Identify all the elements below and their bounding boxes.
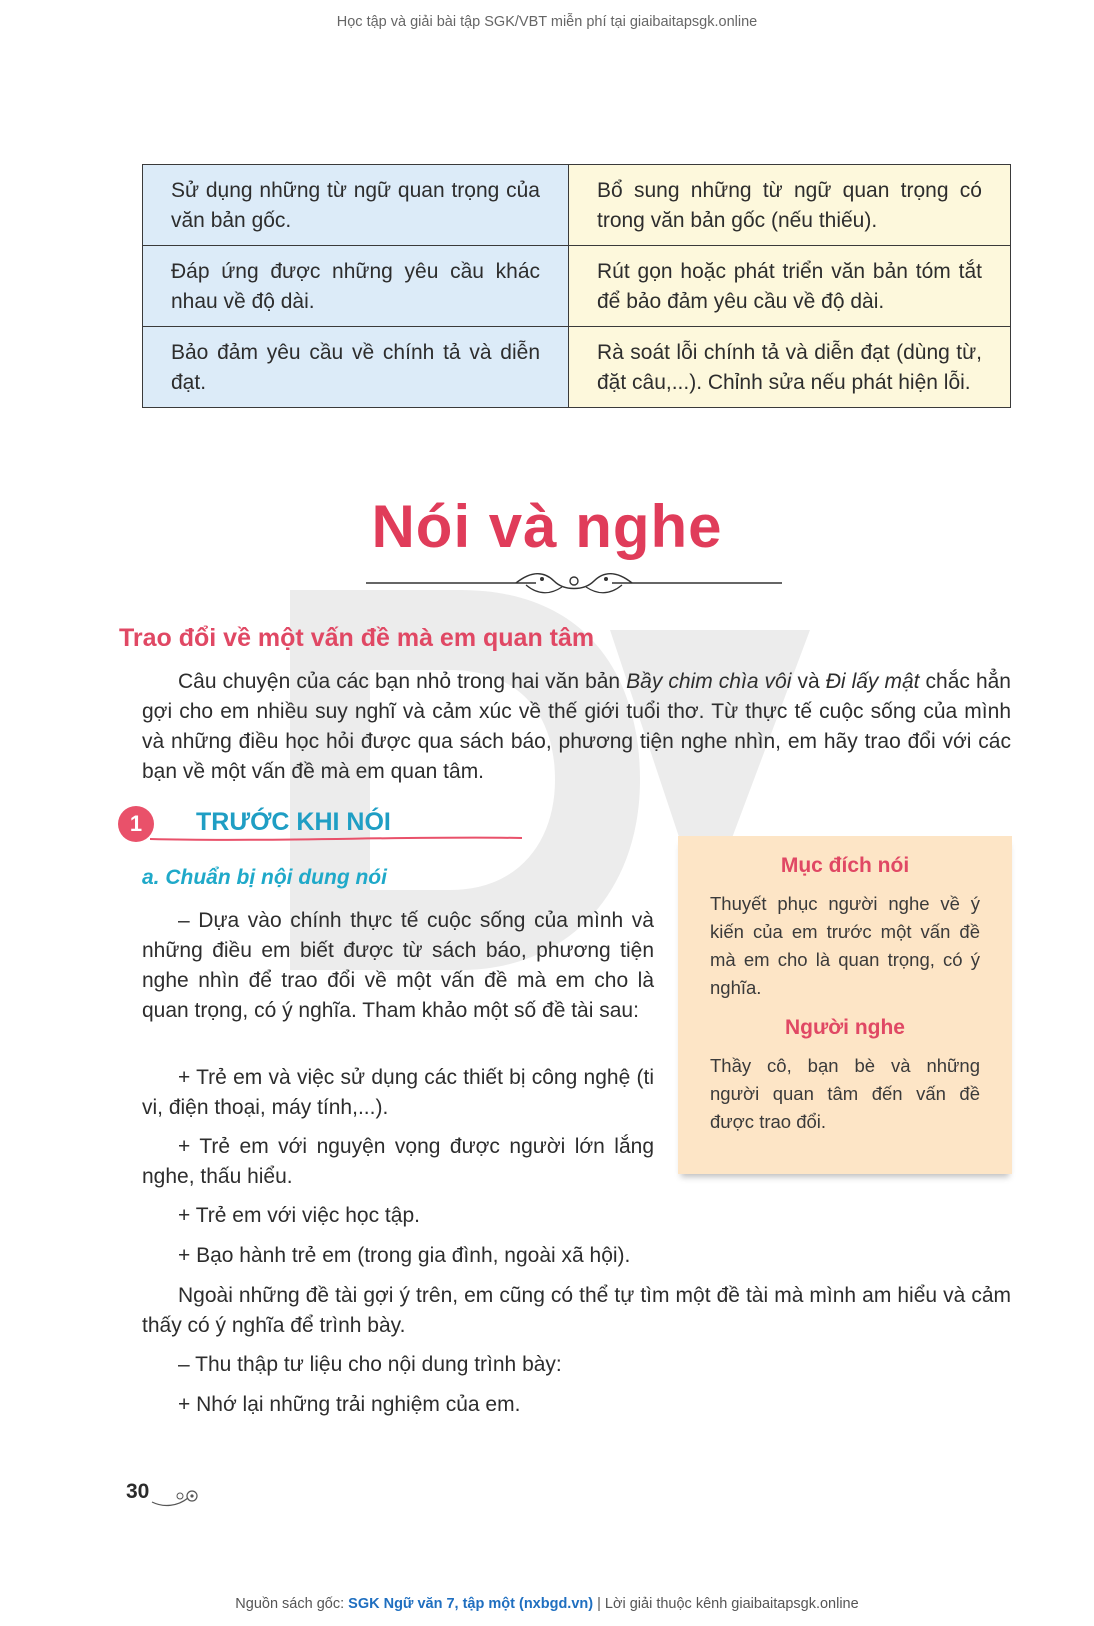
topic-heading: Trao đổi về một vấn đề mà em quan tâm: [119, 624, 595, 652]
audience-text: Thầy cô, bạn bè và những người quan tâm đến vấn đề được trao đổi.: [710, 1055, 980, 1132]
table-cell: Bổ sung những từ ngữ quan trọng có trong văn bản gốc (nếu thiếu).: [569, 165, 1011, 246]
step-title: TRƯỚC KHI NÓI: [196, 808, 391, 836]
table-cell: Bảo đảm yêu cầu về chính tả và diễn đạt.: [143, 327, 569, 408]
page-number: 30: [126, 1480, 150, 1503]
top-banner: Học tập và giải bài tập SGK/VBT miễn phí tại giaibaitapsgk.online: [336, 14, 758, 30]
table-cell: Sử dụng những từ ngữ quan trọng của văn bản gốc.: [143, 165, 569, 246]
table-row: [143, 165, 1011, 246]
flower-flourish-icon: [150, 1484, 202, 1510]
footer: [0, 1596, 1094, 1612]
text-title-2: Đi lấy mật: [825, 670, 920, 693]
table-row: [143, 327, 1011, 408]
body-paragraph: Ngoài những đề tài gợi ý trên, em cũng có thể tự tìm một đề tài mà mình am hiểu và cảm thấy có ý nghĩa để trình bày.: [142, 1284, 1011, 1337]
footer-suffix: | Lời giải thuộc kênh giaibaitapsgk.online: [593, 1596, 859, 1612]
subsection-heading: a. Chuẩn bị nội dung nói: [142, 866, 387, 889]
body-paragraph: – Dựa vào chính thực tế cuộc sống của mình và những điều em biết được từ sách báo, phương tiện nghe nhìn để trao đổi về một vấn đề mà em cho là quan trọng, có ý nghĩa. Tham khảo một số đề tài sau:: [142, 909, 654, 1022]
intro-paragraph: [142, 667, 1011, 787]
intro-text: chắc hẳn gợi cho em nhiều suy nghĩ và cảm xúc về thế giới tuổi thơ. Từ thực tế cuộc sống của mình và những điều học hỏi được qua sách báo, phương tiện nghe nhìn, em hãy trao đổi với các bạn về một vấn đề mà em quan tâm.: [142, 670, 1011, 783]
intro-text: và: [791, 670, 826, 693]
bullet-item: + Nhớ lại những trải nghiệm của em.: [178, 1393, 521, 1416]
intro-text: Câu chuyện của các bạn nhỏ trong hai văn bản: [178, 670, 627, 693]
sidebar-box: [678, 836, 1012, 1174]
bullet-item: + Trẻ em và việc sử dụng các thiết bị công nghệ (ti vi, điện thoại, máy tính,...).: [142, 1066, 654, 1119]
bullet-item: + Bạo hành trẻ em (trong gia đình, ngoài xã hội).: [178, 1244, 631, 1267]
text-title-1: Bầy chim chìa vôi: [626, 670, 792, 693]
footer-prefix: Nguồn sách gốc:: [235, 1596, 349, 1612]
audience-heading: Người nghe: [785, 1016, 905, 1039]
table-cell: Rút gọn hoặc phát triển văn bản tóm tắt để bảo đảm yêu cầu về độ dài.: [569, 246, 1011, 327]
section-title: Nói và nghe: [371, 493, 723, 560]
comparison-table: [142, 164, 1011, 408]
table-cell: Rà soát lỗi chính tả và diễn đạt (dùng từ, đặt câu,...). Chỉnh sửa nếu phát hiện lỗi.: [569, 327, 1011, 408]
bullet-item: + Trẻ em với nguyện vọng được người lớn lắng nghe, thấu hiểu.: [142, 1135, 654, 1188]
body-paragraph: – Thu thập tư liệu cho nội dung trình bày:: [178, 1353, 562, 1376]
table-cell: Đáp ứng được những yêu cầu khác nhau về độ dài.: [143, 246, 569, 327]
footer-source-link[interactable]: SGK Ngữ văn 7, tập một (nxbgd.vn): [348, 1596, 594, 1612]
step-number-badge: 1: [118, 806, 154, 842]
table-row: [143, 246, 1011, 327]
ornament-divider-icon: [366, 565, 782, 601]
purpose-text: Thuyết phục người nghe về ý kiến của em trước một vấn đề mà em cho là quan trọng, có ý nghĩa.: [710, 893, 980, 998]
bullet-item: + Trẻ em với việc học tập.: [178, 1204, 420, 1227]
purpose-heading: Mục đích nói: [780, 854, 910, 877]
